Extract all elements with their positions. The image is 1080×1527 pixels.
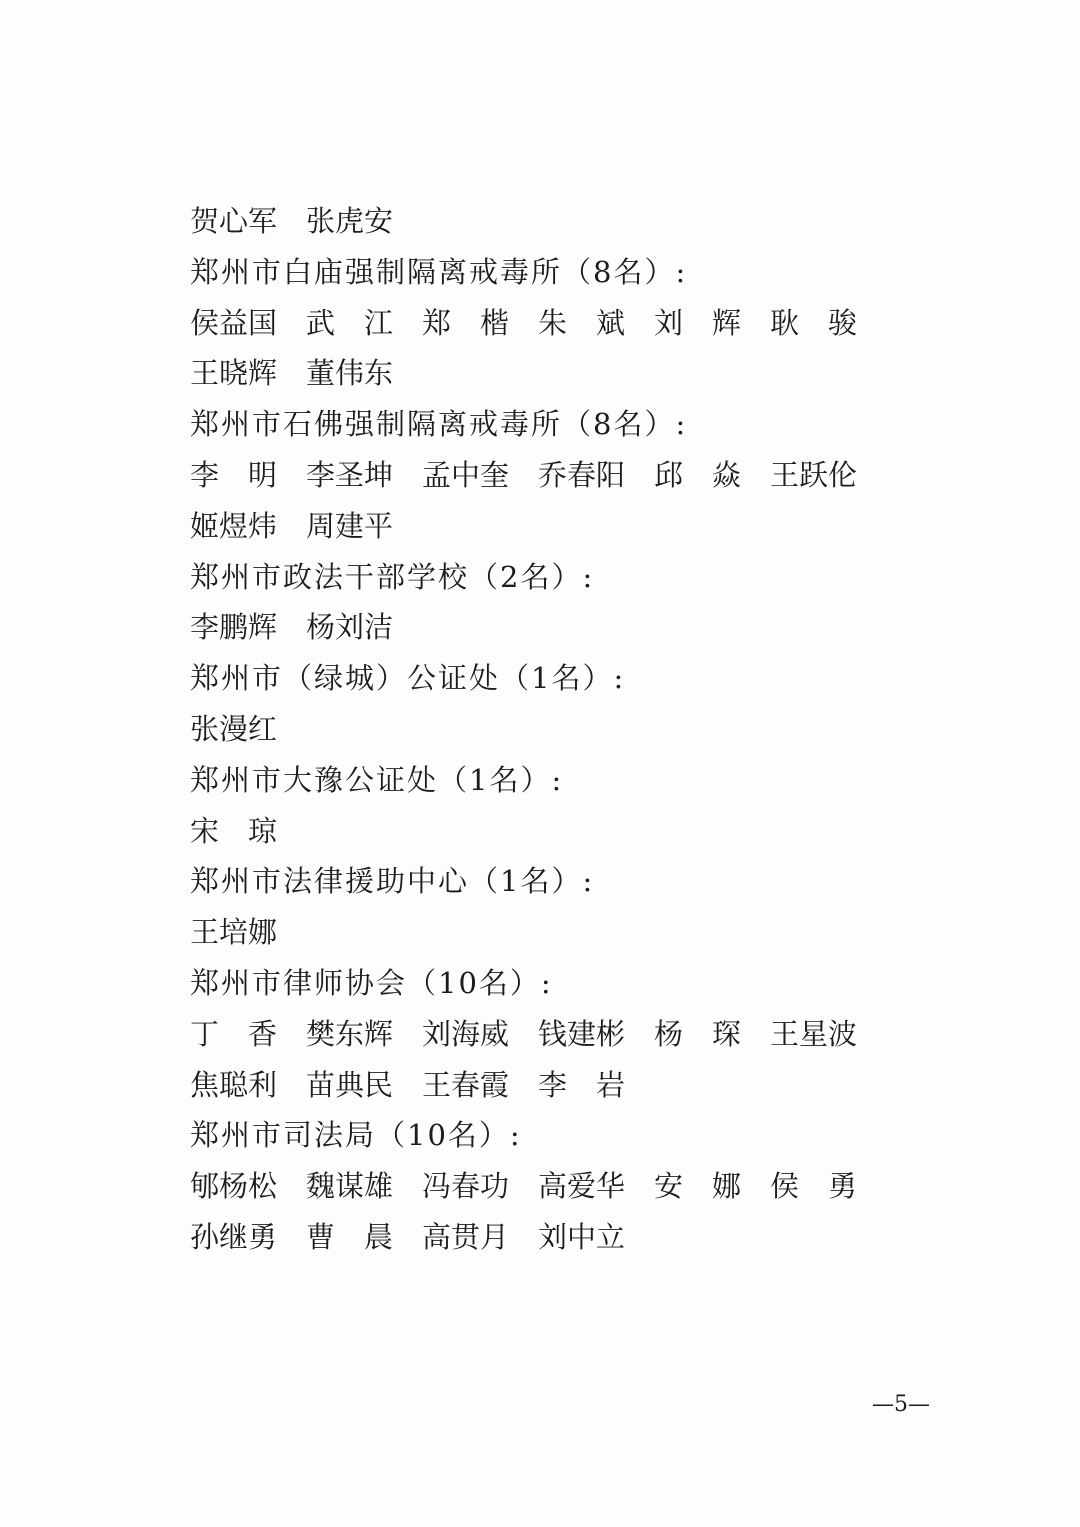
person-name: 刘中立 — [538, 1219, 626, 1254]
name-row — [190, 196, 890, 247]
section-heading: 郑州市大豫公证处（1名）: — [190, 762, 564, 797]
person-name: 曹 晨 — [306, 1219, 394, 1254]
person-name: 魏谋雄 — [306, 1169, 394, 1204]
section-heading: 郑州市法律援助中心（1名）: — [190, 864, 595, 899]
person-name: 王培娜 — [190, 915, 278, 950]
section-heading: 郑州市律师协会（10名）: — [190, 965, 553, 1000]
person-name: 苗典民 — [306, 1067, 394, 1102]
person-name: 高贯月 — [422, 1219, 510, 1254]
person-name: 姬煜炜 — [190, 508, 278, 543]
person-name: 高爱华 — [538, 1169, 626, 1204]
name-row — [190, 907, 890, 958]
name-row — [190, 1060, 890, 1111]
person-name: 焦聪利 — [190, 1067, 278, 1102]
name-row — [190, 1009, 890, 1060]
person-name: 孟中奎 — [422, 457, 510, 492]
section-heading: 郑州市司法局（10名）: — [190, 1118, 522, 1153]
person-name: 乔春阳 — [538, 457, 626, 492]
person-name: 安 娜 — [654, 1169, 742, 1204]
name-row — [190, 450, 890, 501]
person-name: 张虎安 — [306, 204, 394, 238]
person-name: 张漫红 — [190, 711, 278, 746]
person-name: 李 岩 — [538, 1067, 626, 1102]
person-name: 李鹏辉 — [190, 610, 278, 645]
section-heading: 郑州市白庙强制隔离戒毒所（8名）: — [190, 254, 688, 289]
section-heading: 郑州市（绿城）公证处（1名）: — [190, 661, 626, 696]
person-name: 王晓辉 — [190, 356, 278, 391]
person-name: 刘 辉 — [654, 305, 742, 340]
name-row — [190, 602, 890, 653]
person-name: 樊东辉 — [306, 1016, 394, 1051]
name-row — [190, 704, 890, 755]
person-name: 李 明 — [190, 457, 278, 492]
name-row — [190, 348, 890, 399]
person-name: 周建平 — [306, 508, 394, 543]
person-name: 李圣坤 — [306, 457, 394, 492]
person-name: 王春霞 — [422, 1067, 510, 1102]
person-name: 侯益国 — [190, 305, 278, 340]
person-name: 郇杨松 — [190, 1169, 278, 1204]
person-name: 杨刘洁 — [306, 610, 394, 645]
person-name: 钱建彬 — [538, 1016, 626, 1051]
person-name: 侯 勇 — [770, 1169, 858, 1204]
person-name: 王跃伦 — [770, 457, 858, 492]
name-row — [190, 298, 890, 349]
person-name: 丁 香 — [190, 1016, 278, 1051]
person-name: 王星波 — [770, 1016, 858, 1051]
person-name: 耿 骏 — [770, 305, 858, 340]
person-name: 朱 斌 — [538, 305, 626, 340]
person-name: 杨 琛 — [654, 1016, 742, 1051]
name-row — [190, 806, 890, 857]
name-row — [190, 1161, 890, 1212]
person-name: 董伟东 — [306, 356, 394, 391]
person-name: 武 江 — [306, 305, 394, 340]
section-heading: 郑州市政法干部学校（2名）: — [190, 559, 595, 594]
page-number: —5— — [872, 1392, 930, 1417]
person-name: 邱 焱 — [654, 457, 742, 492]
person-name: 孙继勇 — [190, 1219, 278, 1254]
section-heading: 郑州市石佛强制隔离戒毒所（8名）: — [190, 407, 688, 442]
name-list — [190, 196, 890, 1263]
person-name: 宋 琼 — [190, 813, 278, 848]
person-name: 冯春功 — [422, 1169, 510, 1204]
person-name: 郑 楷 — [422, 305, 510, 340]
name-row — [190, 1212, 890, 1263]
person-name: 刘海威 — [422, 1016, 510, 1051]
name-row — [190, 501, 890, 552]
person-name: 贺心军 — [190, 204, 278, 238]
